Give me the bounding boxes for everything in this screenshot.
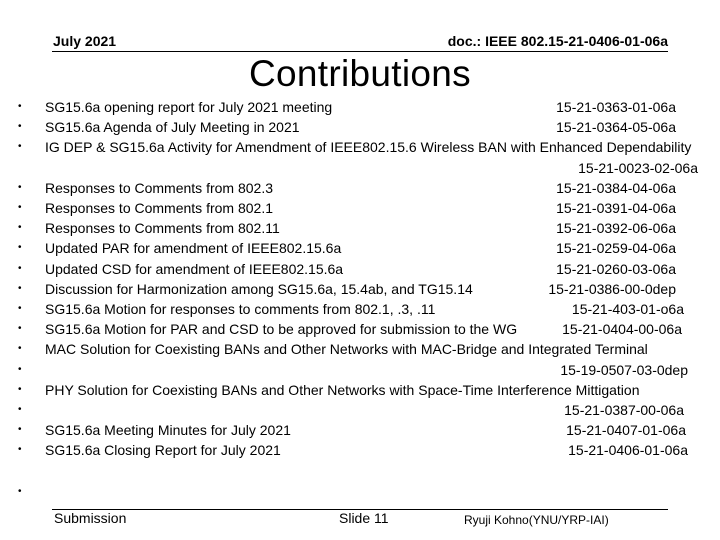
list-item bbox=[0, 319, 720, 339]
bullet-marker: • bbox=[18, 343, 22, 354]
list-item bbox=[0, 339, 720, 359]
contribution-title: SG15.6a Motion for responses to comments from 802.1, .3, .11 bbox=[45, 301, 436, 317]
bullet-marker: • bbox=[18, 202, 22, 213]
contribution-title: Updated PAR for amendment of IEEE802.15.6a bbox=[45, 240, 342, 256]
list-item bbox=[0, 482, 720, 502]
contribution-title: SG15.6a Motion for PAR and CSD to be approved for submission to the WG bbox=[45, 321, 518, 337]
bullet-marker: • bbox=[18, 222, 22, 233]
bullet-marker: • bbox=[18, 121, 22, 132]
list-item bbox=[0, 117, 720, 137]
document-number: 15-21-0392-06-06a bbox=[556, 220, 676, 236]
bullet-marker: • bbox=[18, 141, 22, 152]
bullet-marker: • bbox=[18, 283, 22, 294]
contribution-title: Responses to Comments from 802.3 bbox=[45, 180, 273, 196]
list-item bbox=[0, 461, 720, 481]
header-doc-id: doc.: IEEE 802.15-21-0406-01-06a bbox=[447, 33, 668, 49]
contribution-title: Responses to Comments from 802.1 bbox=[45, 200, 273, 216]
list-item bbox=[0, 420, 720, 440]
document-number: 15-21-0384-04-06a bbox=[556, 180, 676, 196]
list-item bbox=[0, 440, 720, 460]
list-item bbox=[0, 400, 720, 420]
footer-submission: Submission bbox=[54, 510, 127, 526]
document-number: 15-21-0404-00-06a bbox=[562, 321, 682, 337]
contribution-title: SG15.6a Agenda of July Meeting in 2021 bbox=[45, 119, 300, 135]
document-number: 15-21-0364-05-06a bbox=[556, 119, 676, 135]
list-item bbox=[0, 238, 720, 258]
header-rule bbox=[52, 51, 668, 52]
bullet-marker: • bbox=[18, 263, 22, 274]
page-title: Contributions bbox=[249, 53, 471, 94]
list-item bbox=[0, 279, 720, 299]
list-item bbox=[0, 360, 720, 380]
bullet-marker: • bbox=[18, 404, 22, 415]
list-item bbox=[0, 259, 720, 279]
list-item bbox=[0, 137, 720, 157]
contribution-title: PHY Solution for Coexisting BANs and Other Networks with Space-Time Interference Mittigation bbox=[45, 382, 640, 398]
document-number: 15-21-0363-01-06a bbox=[556, 99, 676, 115]
contribution-title: SG15.6a opening report for July 2021 meeting bbox=[45, 99, 333, 115]
list-item bbox=[0, 299, 720, 319]
bullet-marker: • bbox=[18, 182, 22, 193]
contribution-title: SG15.6a Meeting Minutes for July 2021 bbox=[45, 422, 291, 438]
bullet-marker: • bbox=[18, 486, 22, 497]
contribution-title: MAC Solution for Coexisting BANs and Other Networks with MAC-Bridge and Integrated Terminal bbox=[45, 341, 648, 357]
list-item bbox=[0, 380, 720, 400]
contribution-title: IG DEP & SG15.6a Activity for Amendment of IEEE802.15.6 Wireless BAN with Enhanced Dependability bbox=[45, 139, 692, 155]
bullet-marker: • bbox=[18, 303, 22, 314]
document-number: 15-21-0387-00-06a bbox=[564, 402, 684, 418]
document-number: 15-21-0260-03-06a bbox=[556, 261, 676, 277]
document-number: 15-21-0407-01-06a bbox=[566, 422, 686, 438]
contribution-title: Discussion for Harmonization among SG15.6a, 15.4ab, and TG15.14 bbox=[45, 281, 473, 297]
bullet-marker: • bbox=[18, 364, 22, 375]
bullet-marker: • bbox=[18, 101, 22, 112]
list-item bbox=[0, 97, 720, 117]
document-number: 15-21-0386-00-0dep bbox=[548, 281, 676, 297]
footer-author: Ryuji Kohno(YNU/YRP-IAI) bbox=[464, 513, 609, 527]
footer-slide-number: Slide 11 bbox=[339, 510, 389, 526]
document-number: 15-21-403-01-o6a bbox=[571, 301, 684, 317]
list-item bbox=[0, 198, 720, 218]
list-item bbox=[0, 178, 720, 198]
document-number: 15-21-0406-01-06a bbox=[568, 442, 688, 458]
document-number: 15-21-0259-04-06a bbox=[556, 240, 676, 256]
document-number: 15-21-0391-04-06a bbox=[556, 200, 676, 216]
list-item bbox=[0, 218, 720, 238]
contribution-title: SG15.6a Closing Report for July 2021 bbox=[45, 442, 281, 458]
list-item bbox=[0, 158, 720, 178]
bullet-marker: • bbox=[18, 424, 22, 435]
document-number: 15-19-0507-03-0dep bbox=[560, 362, 688, 378]
bullet-marker: • bbox=[18, 323, 22, 334]
contribution-title: Updated CSD for amendment of IEEE802.15.6a bbox=[45, 261, 344, 277]
bullet-marker: • bbox=[18, 384, 22, 395]
document-number: 15-21-0023-02-06a bbox=[578, 160, 698, 176]
contribution-title: Responses to Comments from 802.11 bbox=[45, 220, 280, 236]
header-date: July 2021 bbox=[53, 33, 117, 49]
bullet-marker: • bbox=[18, 242, 22, 253]
bullet-marker: • bbox=[18, 444, 22, 455]
